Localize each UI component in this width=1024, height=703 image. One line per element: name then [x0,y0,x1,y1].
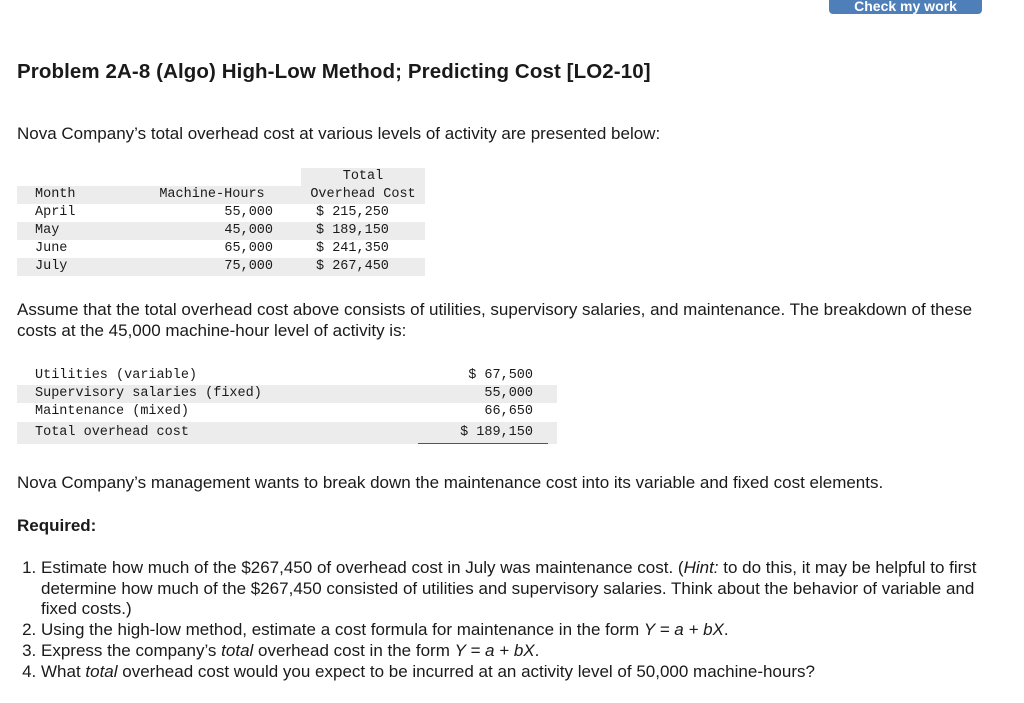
cost-cell: $ 241,350 [316,241,389,256]
month-cell: June [35,241,68,256]
cost-label: Supervisory salaries (fixed) [35,386,262,401]
table-row [17,367,557,385]
intro-text: Nova Company’s total overhead cost at various levels of activity are presented below: [17,124,661,143]
management-text: Nova Company’s management wants to break down the maintenance cost into its variable and fixed cost elements. [17,473,884,492]
cost-label: Maintenance (mixed) [35,404,189,419]
cost-amount: 55,000 [484,386,533,401]
list-item: 4. What total overhead cost would you expect to be incurred at an activity level of 50,000 machine-hours? [41,662,1001,683]
table-row [17,204,425,222]
machine-hours-cell: 75,000 [224,259,273,274]
header-cost-line2: Overhead Cost [310,187,416,202]
cost-amount: $ 67,500 [468,368,533,383]
month-cell: April [35,205,76,220]
total-row [17,422,557,444]
list-item: 1. Estimate how much of the $267,450 of overhead cost in July was maintenance cost. (Hint: to do this, it may be helpful to first determine how much of the $267,450 consisted of utilities and supervisory salaries. Think about the behavior of variable and fixed costs.) [41,558,1001,620]
assumption-text: Assume that the total overhead cost above consists of utilities, supervisory salaries, and maintenance. The breakdown of these costs at the 45,000 machine-hour level of activity is: [17,300,973,340]
table-header-row [17,168,425,186]
header-cost-line1: Total [342,169,384,184]
cost-amount: 66,650 [484,404,533,419]
table-row [17,240,425,258]
table-row [17,385,557,403]
machine-hours-cell: 55,000 [224,205,273,220]
cost-label: Utilities (variable) [35,368,198,383]
total-amount: $ 189,150 [460,425,533,440]
cost-breakdown-table [17,367,557,444]
requirements-list [17,558,1001,682]
activity-table [17,168,425,276]
total-rule [418,443,548,444]
list-item: 2. Using the high-low method, estimate a cost formula for maintenance in the form Y = a + bX. [41,620,1001,641]
machine-hours-cell: 65,000 [224,241,273,256]
cost-cell: $ 267,450 [316,259,389,274]
required-heading: Required: [17,516,97,535]
table-row [17,222,425,240]
problem-title: Problem 2A-8 (Algo) High-Low Method; Predicting Cost [LO2-10] [17,60,651,83]
cost-cell: $ 189,150 [316,223,389,238]
month-cell: July [35,259,68,274]
table-row [17,403,557,421]
cost-cell: $ 215,250 [316,205,389,220]
machine-hours-cell: 45,000 [224,223,273,238]
check-my-work-button[interactable]: Check my work [829,0,982,14]
header-month: Month [35,187,76,202]
total-label: Total overhead cost [35,425,189,440]
table-row [17,258,425,276]
month-cell: May [35,223,60,238]
table-header-row [17,186,425,204]
header-machine-hours: Machine-Hours [159,187,265,202]
list-item: 3. Express the company’s total overhead cost in the form Y = a + bX. [41,641,1001,662]
